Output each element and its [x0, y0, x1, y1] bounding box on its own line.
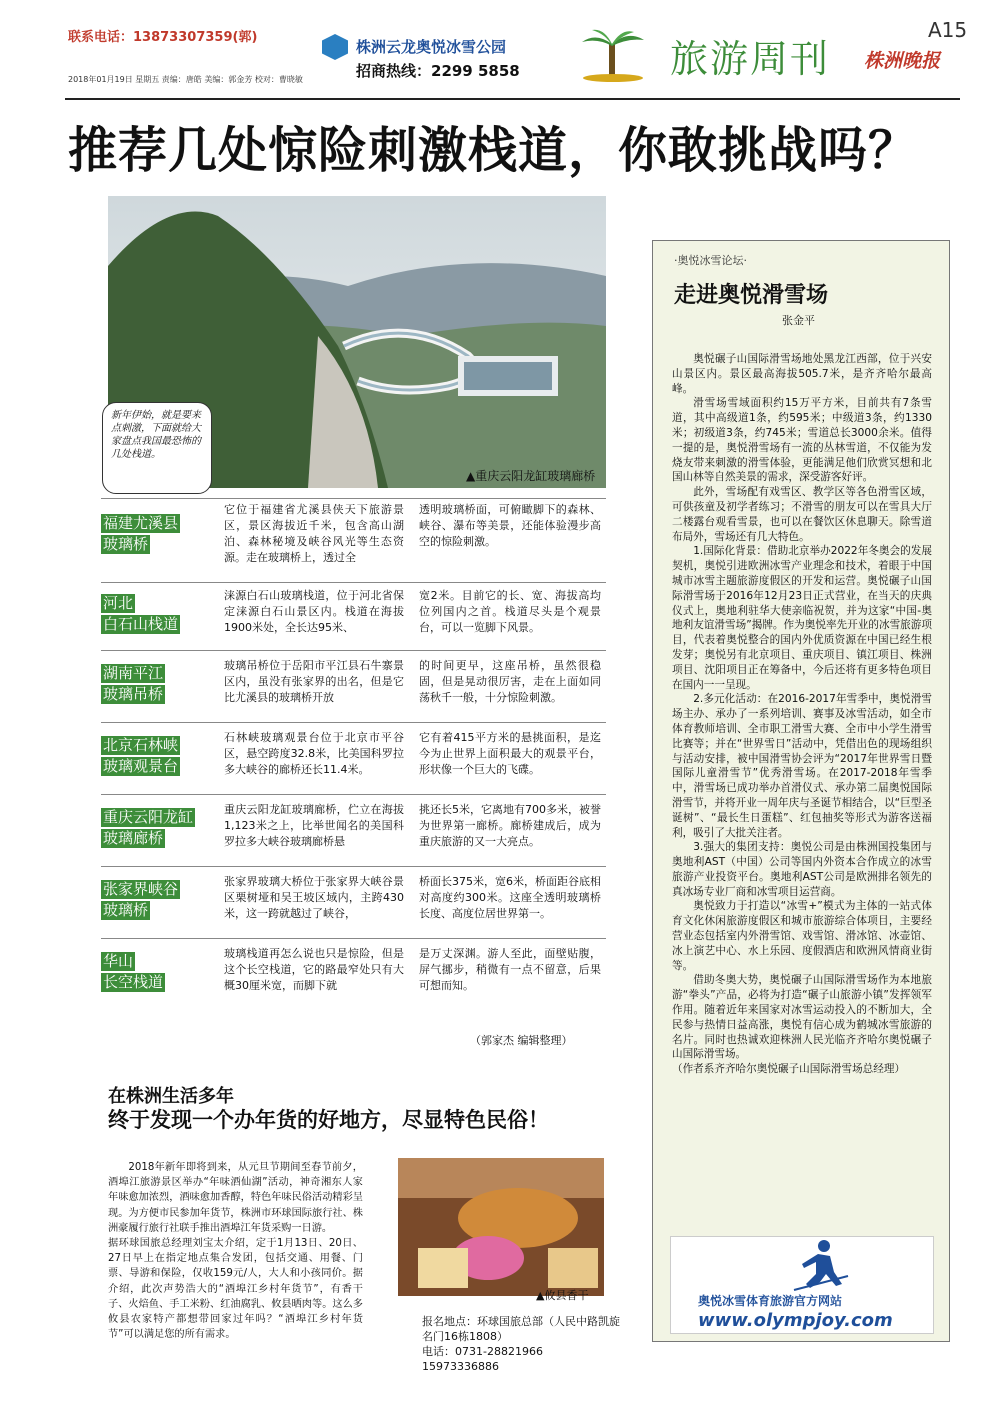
item-divider: [101, 866, 606, 867]
editor-credit: （郭家杰 编辑整理）: [470, 1034, 573, 1047]
issue-meta: 2018年01月19日 星期五 责编：唐皓 美编：郭金芳 校对：曹晓敏: [68, 75, 303, 84]
item-divider: [101, 722, 606, 723]
palm-tree-icon: [578, 28, 648, 82]
item-tag: 河北 白石山栈道: [103, 594, 179, 633]
forum-paragraph: （作者系齐齐哈尔奥悦碾子山国际滑雪场总经理）: [672, 1063, 906, 1076]
paper-name: 株洲晚报: [864, 50, 941, 72]
forum-paragraph: 2.多元化活动：在2016-2017年雪季中，奥悦滑雪场主办、承办了一系列培训、赛事及冰雪活动，如全市体育教师培训、全市职工滑雪大赛、全市中小学生滑雪比赛等；并在“世界雪日”活动中，凭借出色的现场组织与活动安排，被中国滑雪协会评为“2017年世界雪日暨国际儿童滑雪节”优秀滑雪场。在2017-2018年雪季中，滑雪场已成功举办首滑仪式、承办第二届奥悦国际滑雪节，并将开业一周年庆与圣诞节相结合，以“巨型圣诞树”、“最长生日蛋糕”、红包抽奖等形式为游客送福利，吸引了大批关注者。: [672, 693, 932, 839]
item-text-1: 张家界玻璃大桥位于张家界大峡谷景区栗树垭和吴王坡区域内，主跨430米，这一跨就越过了峡谷，: [224, 875, 404, 920]
newyear-article-body: 2018年新年即将到来，从元旦节期间至春节前夕，酒埠江旅游景区举办“年味酒仙湖”活动，神奇湘东人家年味愈加浓烈，酒味愈加香醇，特色年味民俗活动精彩呈现。为方便市民参加年货节，株洲市环球国际旅行社、株洲豪履行旅行社联手推出酒埠江年货采购一日游。 据环球国旅总经理刘宝太介绍，定于1月13日、20日、27日早上在指定地点集合发团，包括交通、用餐、门票、导游和保险，仅收159元/人，大人和小孩同价。据介绍，此次声势浩大的“酒埠江乡村年货节”，有香干子、火焙鱼、手工米粉、红油腐乳、攸县晒肉等。这么多攸县农家特产都想带回家过年吗？“酒埠江乡村年货节”可以满足您的所有需求。: [108, 1162, 363, 1341]
item-text-2: 桥面长375米，宽6米，桥面距谷底相对高度约300米。这座全透明玻璃桥长度、高度位居世界第一。: [419, 875, 601, 920]
item-text-1: 涞源白石山玻璃栈道，位于河北省保定涞源白石山景区内。栈道在海拔1900米处，全长达95米、: [224, 589, 404, 634]
item-text-2: 挑还长5米，它离地有700多米，被誉为世界第一廊桥。廊桥建成后，成为重庆旅游的又一大亮点。: [419, 803, 601, 848]
photo-caption-2: ▲攸县香干: [536, 1289, 589, 1302]
forum-paragraph: 奥悦致力于打造以“冰雪+”模式为主体的一站式体育文化休闲旅游度假区和城市旅游综合体项目，主要经营业态包括室内外滑雪馆、戏雪馆、滑冰馆、冰壶馆、冰上演艺中心、水上乐园、度假酒店和欧洲风情商业街等。: [672, 900, 932, 972]
item-tag: 重庆云阳龙缸 玻璃廊桥: [103, 808, 194, 847]
item-text-1: 玻璃吊桥位于岳阳市平江县石牛寨景区内，虽没有张家界的出名，但是它比尤溪县的玻璃桥开放: [224, 659, 404, 704]
forum-body: [672, 352, 932, 1077]
tofu-market-photo: [398, 1158, 604, 1296]
brand-name: 株洲云龙奥悦冰雪公园: [356, 38, 507, 56]
forum-author: 张金平: [782, 314, 815, 327]
skier-icon: [790, 1238, 850, 1294]
photo-caption: ▲重庆云阳龙缸玻璃廊桥: [466, 469, 596, 483]
item-divider: [101, 650, 606, 651]
item-tag: 湖南平江 玻璃吊桥: [103, 664, 164, 703]
item-tag: 北京石林峡 玻璃观景台: [103, 736, 179, 775]
contact-phone: 联系电话：13873307359(郭): [68, 30, 258, 45]
forum-paragraph: 奥悦碾子山国际滑雪场地处黑龙江西部，位于兴安山景区内。景区最高海拔505.7米，是齐齐哈尔最高峰。: [672, 353, 932, 395]
sub-headline-2: 终于发现一个办年货的好地方，尽显特色民俗！: [108, 1108, 549, 1132]
section-title: 旅游周刊: [670, 37, 831, 81]
hotline: 招商热线：2299 5858: [356, 62, 520, 80]
item-text-1: 石林峡玻璃观景台位于北京市平谷区，悬空跨度32.8米，比美国科罗拉多大峡谷的廊桥还长11.4米。: [224, 731, 404, 776]
page-number: A15: [928, 18, 968, 42]
item-divider: [101, 582, 606, 583]
item-tag: 福建尤溪县 玻璃桥: [103, 514, 179, 553]
item-tag: 华山 长空栈道: [103, 952, 164, 991]
forum-paragraph: 1.国际化背景：借助北京举办2022年冬奥会的发展契机，奥悦引进欧洲冰雪产业理念和技术，着眼于中国城市冰雪主题旅游度假区的开发和运营。奥悦碾子山国际滑雪场于2016年12月23日正式营业，在当天的庆典仪式上，奥地利驻华大使亲临祝贺，并为这家“中国-奥地利友谊滑雪场”揭牌。作为奥悦率先开业的冰雪旅游项目，代表着奥悦整合的国内外优质资源在中国已经生根发芽；奥悦另有北京项目、重庆项目、镇江项目、株洲项目、沈阳项目正在筹备中，今后还将有更多特色项目在国内一一呈现。: [672, 545, 932, 691]
item-text-2: 的时间更早，这座吊桥，虽然很稳固，但是晃动很厉害，走在上面如同荡秋千一般，十分惊险刺激。: [419, 659, 601, 704]
signup-info: 报名地点：环球国旅总部（人民中路凯旋名门16栋1808） 电话：0731-28821966 15973336886: [422, 1315, 620, 1373]
item-text-2: 是万丈深渊。游人至此，面壁贴腹，屏气挪步，稍微有一点不留意，后果可想而知。: [419, 947, 601, 992]
item-text-1: 玻璃栈道再怎么说也只是惊险，但是这个长空栈道，它的路最窄处只有大概30厘米宽，而脚下就: [224, 947, 404, 992]
headline: 推荐几处惊险刺激栈道，你敢挑战吗？: [68, 122, 919, 179]
item-text-1: 它位于福建省尤溪县侠天下旅游景区，景区海拔近千米，包含高山湖泊、森林秘境及峡谷风光等生态资源。走在玻璃桥上，透过全: [224, 503, 404, 564]
item-divider: [101, 498, 606, 499]
ad-site-name: 奥悦冰雪体育旅游官方网站: [698, 1294, 843, 1308]
forum-paragraph: 此外，雪场配有戏雪区、教学区等各色滑雪区域，可供孩童及初学者练习；不滑雪的朋友可以在雪具大厅二楼露台观看雪景，也可以在餐饮区休息聊天。除雪道布局外，雪场还有几大特色。: [672, 486, 932, 543]
ad-url-link[interactable]: www.olympjoy.com: [698, 1310, 893, 1331]
item-text-2: 宽2米。目前它的长、宽、海拔高均位列国内之首。栈道尽头是个观景台，可以一览脚下风景。: [419, 589, 601, 634]
item-text-1: 重庆云阳龙缸玻璃廊桥，伫立在海拔1,123米之上，比举世闻名的美国科罗拉多大峡谷玻璃廊桥悬: [224, 803, 404, 848]
snowflake-logo-icon: [322, 34, 348, 60]
sub-headline-1: 在株洲生活多年: [108, 1086, 234, 1107]
forum-paragraph: 借助冬奥大势，奥悦碾子山国际滑雪场作为本地旅游“拳头”产品，必将为打造“碾子山旅游小镇”发挥领军作用。随着近年来国家对冰雪运动投入的不断加大，全民参与热情日益高涨，奥悦有信心成为鹤城冰雪旅游的名片。同时也热诚欢迎株洲人民光临齐齐哈尔奥悦碾子山国际滑雪场。: [672, 974, 932, 1061]
forum-paragraph: 3.强大的集团支持：奥悦公司是由株洲国投集团与奥地利AST（中国）公司等国内外资本合作成立的冰雪旅游产业投资平台。奥地利AST公司是欧洲排名领先的真冰场专业厂商和冰雪项目运营商。: [672, 841, 932, 898]
intro-bubble: 新年伊始，就是要来点刺激，下面就给大家盘点我国最恐怖的几处栈道。: [102, 402, 212, 494]
item-tag: 张家界峡谷 玻璃桥: [103, 880, 179, 919]
forum-label: ·奥悦冰雪论坛·: [674, 254, 747, 267]
item-text-2: 透明玻璃桥面，可俯瞰脚下的森林、峡谷、瀑布等美景，还能体验漫步高空的惊险刺激。: [419, 503, 601, 548]
forum-title: 走进奥悦滑雪场: [674, 283, 829, 308]
item-text-2: 它有着415平方米的悬挑面积，是迄今为止世界上面积最大的观景平台，形状像一个巨大的飞碟。: [419, 731, 601, 776]
header-rule: [65, 98, 960, 100]
forum-paragraph: 滑雪场雪域面积约15万平方米，目前共有7条雪道，其中高级道1条，约595米；中级道3条，约1330米；初级道3条，约745米；雪道总长3000余米。值得一提的是，奥悦滑雪场有一流的丛林雪道，不仅能为发烧友带来刺激的滑雪体验，更能满足他们欣赏冥想和北国山林等自然美景的需求，深受游客好评。: [672, 397, 932, 484]
item-divider: [101, 794, 606, 795]
item-divider: [101, 938, 606, 939]
